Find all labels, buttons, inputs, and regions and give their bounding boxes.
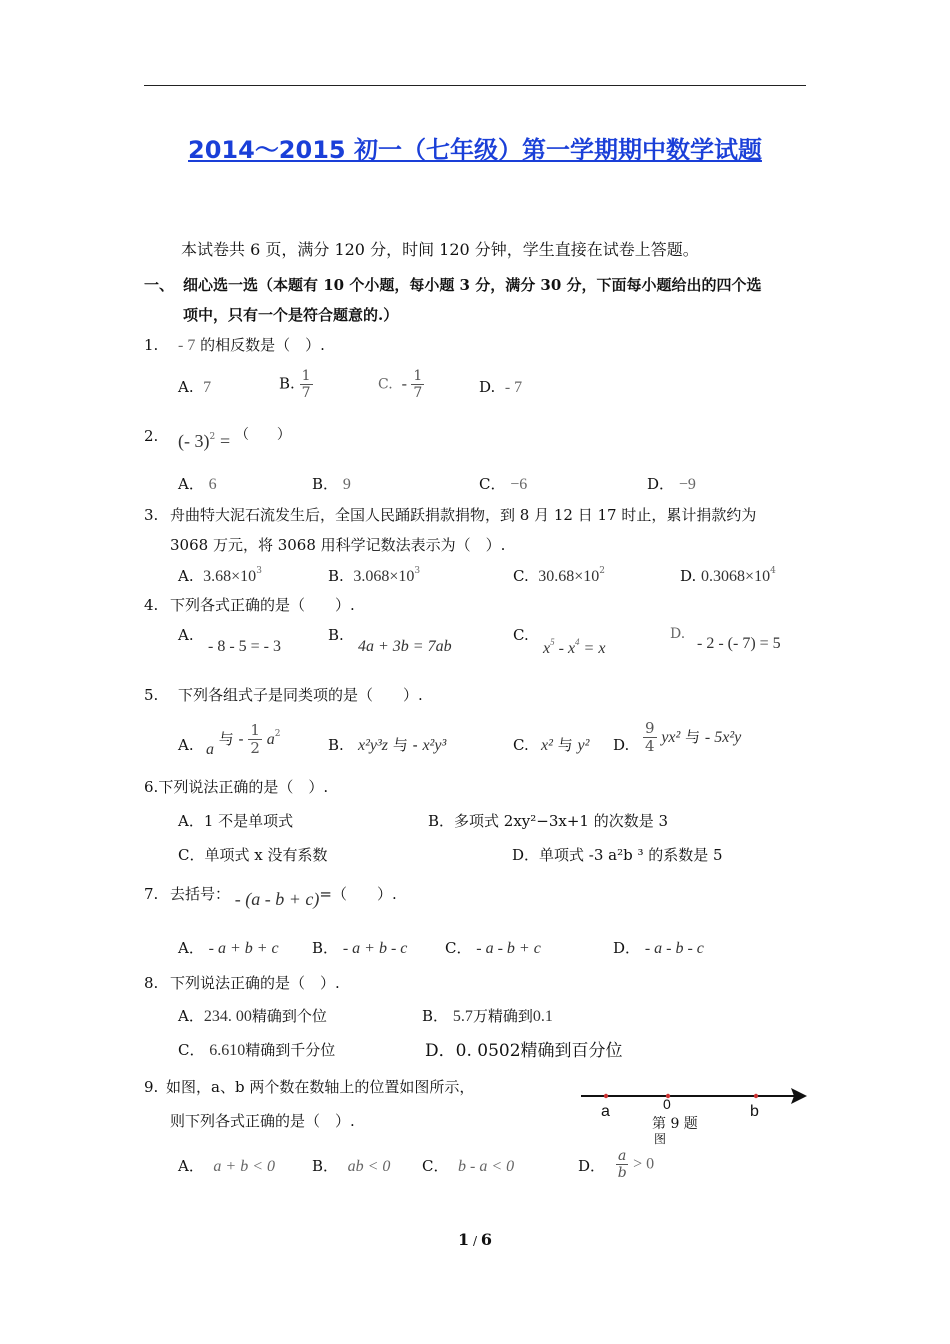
q5-option-a-label: A.: [178, 736, 194, 754]
q7-option-d: D． - a - b - c: [613, 939, 704, 957]
q3-number: 3.: [144, 506, 159, 524]
q8-stem: 下列说法正确的是（ ）.: [170, 974, 340, 992]
q9-option-a: A． a + b < 0: [178, 1157, 275, 1175]
q8-option-d: D．0. 0502精确到百分位: [425, 1041, 623, 1061]
q1-b-fraction: $\frac{1}{7}$: [301, 368, 311, 402]
q5-option-b-label: B.: [328, 736, 344, 754]
q2-option-c: C． −6: [479, 475, 528, 493]
label-b: b: [750, 1103, 759, 1120]
q2-stem: (- 3)$^2$ = （ ）: [178, 427, 291, 451]
q9-stem-line1: 如图，a、b 两个数在数轴上的位置如图所示，: [166, 1078, 475, 1096]
q5-option-c: x² 与 y²: [541, 736, 590, 754]
q7-option-a: A． - a + b + c: [178, 939, 279, 957]
q5-option-d-label: D.: [613, 736, 630, 754]
q7-option-b: B． - a + b - c: [312, 939, 408, 957]
intro: 本试卷共 6 页，满分 120 分，时间 120 分钟，学生直接在试卷上答题。: [181, 240, 699, 259]
q7-option-c: C． - a - b + c: [445, 939, 541, 957]
page-title: 2014～2015 初一（七年级）第一学期期中数学试题: [188, 136, 762, 164]
q1-stem-math: - 7: [178, 337, 196, 354]
q7-stem: 去括号： - (a - b + c)=（ ）.: [170, 885, 397, 909]
q3-option-a: A. $3.68\times 10^3$: [178, 566, 262, 585]
q9-stem-line2: 则下列各式正确的是（ ）.: [170, 1112, 355, 1130]
q5-option-a: a 与 - $\frac{1}{2}$ $a^2$: [206, 721, 281, 758]
q6-option-d: D．单项式 -3 a²b ³ 的系数是 5: [512, 846, 723, 864]
q5-option-d: $\frac{9}{4}$ yx² 与 - 5x²y: [645, 719, 742, 756]
section-heading-line1: 细心选一选（本题有 10 个小题，每小题 3 分，满分 30 分，下面每小题给出的四个选: [183, 276, 762, 294]
q1-option-a: A. 7: [178, 378, 212, 396]
q8-option-c: C． 6.610精确到千分位: [178, 1041, 336, 1059]
q9-number-line-figure: [575, 1080, 815, 1146]
q4-option-d-label: D.: [670, 626, 686, 642]
q1-stem: 的相反数是（ ）.: [200, 336, 325, 354]
q4-option-c-label: C.: [513, 626, 529, 644]
q3-stem-line1: 舟曲特大泥石流发生后，全国人民踊跃捐款捐物，到 8 月 12 日 17 时止，累计捐款约为: [170, 506, 757, 524]
section-number: 一、: [144, 276, 175, 294]
q9-option-b: B． ab < 0: [312, 1157, 391, 1175]
q1-option-d: D. - 7: [479, 378, 523, 396]
label-zero: 0: [663, 1096, 671, 1112]
q4-option-a: - 8 - 5 = - 3: [208, 638, 282, 655]
q9-option-c: C． b - a < 0: [422, 1157, 515, 1175]
q9-option-d: $\frac{a}{b}$ > 0: [617, 1148, 655, 1182]
q9-option-d-label: D．: [578, 1157, 606, 1175]
q1-number: 1.: [144, 336, 159, 354]
q4-option-d: - 2 - (- 7) = 5: [697, 635, 781, 652]
q5-option-c-label: C.: [513, 736, 529, 754]
q6-option-a: A．1 不是单项式: [178, 812, 294, 830]
q9-number: 9.: [144, 1078, 159, 1096]
q1-option-c: C. - $\frac{1}{7}$: [378, 368, 423, 402]
section-heading-line2: 项中，只有一个是符合题意的.）: [183, 306, 399, 324]
q7-number: 7.: [144, 885, 159, 903]
q1-option-b: B. $\frac{1}{7}$: [279, 368, 311, 402]
q5-number: 5.: [144, 686, 159, 704]
q4-option-b-label: B.: [328, 626, 344, 644]
q6-option-b: B．多项式 2xy²−3x+1 的次数是 3: [428, 812, 669, 830]
q3-stem-line2: 3068 万元，将 3068 用科学记数法表示为（ ）.: [170, 536, 506, 554]
q2-number: 2.: [144, 427, 159, 445]
q4-stem: 下列各式正确的是（ ）.: [170, 596, 355, 614]
point-a: [604, 1094, 608, 1098]
q6-line: 6.下列说法正确的是（ ）.: [144, 778, 329, 796]
q8-number: 8.: [144, 974, 159, 992]
q8-option-a: A．234. 00精确到个位: [178, 1007, 327, 1025]
q1-c-fraction: $\frac{1}{7}$: [413, 368, 423, 402]
q5-option-b: x²y³z 与 - x²y³: [358, 736, 447, 754]
q2-option-d: D． −9: [647, 475, 696, 493]
q4-option-c: $x^5 - x^4 = x$: [543, 637, 606, 657]
q5-stem: 下列各组式子是同类项的是（ ）.: [178, 686, 423, 704]
q8-option-b: B． 5.7万精确到0.1: [422, 1007, 553, 1025]
page-number: 1 / 6: [458, 1230, 492, 1249]
q2-option-b: B． 9: [312, 475, 351, 493]
q2-option-a: A． 6: [178, 475, 217, 493]
q4-option-a-label: A.: [178, 626, 194, 644]
figure-caption: 第 9 题: [652, 1116, 698, 1132]
figure-caption-cut: 图: [654, 1132, 667, 1146]
q6-option-c: C．单项式 x 没有系数: [178, 846, 328, 864]
q3-option-c: C. $30.68\times 10^2$: [513, 566, 606, 585]
label-a: a: [601, 1103, 610, 1120]
q3-option-b: B. $3.068\times 10^3$: [328, 566, 421, 585]
point-b: [754, 1094, 758, 1098]
q4-number: 4.: [144, 596, 159, 614]
q4-option-b: 4a + 3b = 7ab: [358, 638, 452, 655]
q3-option-d: D. $0.3068\times 10^4$: [680, 566, 776, 585]
q1-stem-line: [178, 336, 325, 355]
header-rule: [144, 85, 806, 86]
